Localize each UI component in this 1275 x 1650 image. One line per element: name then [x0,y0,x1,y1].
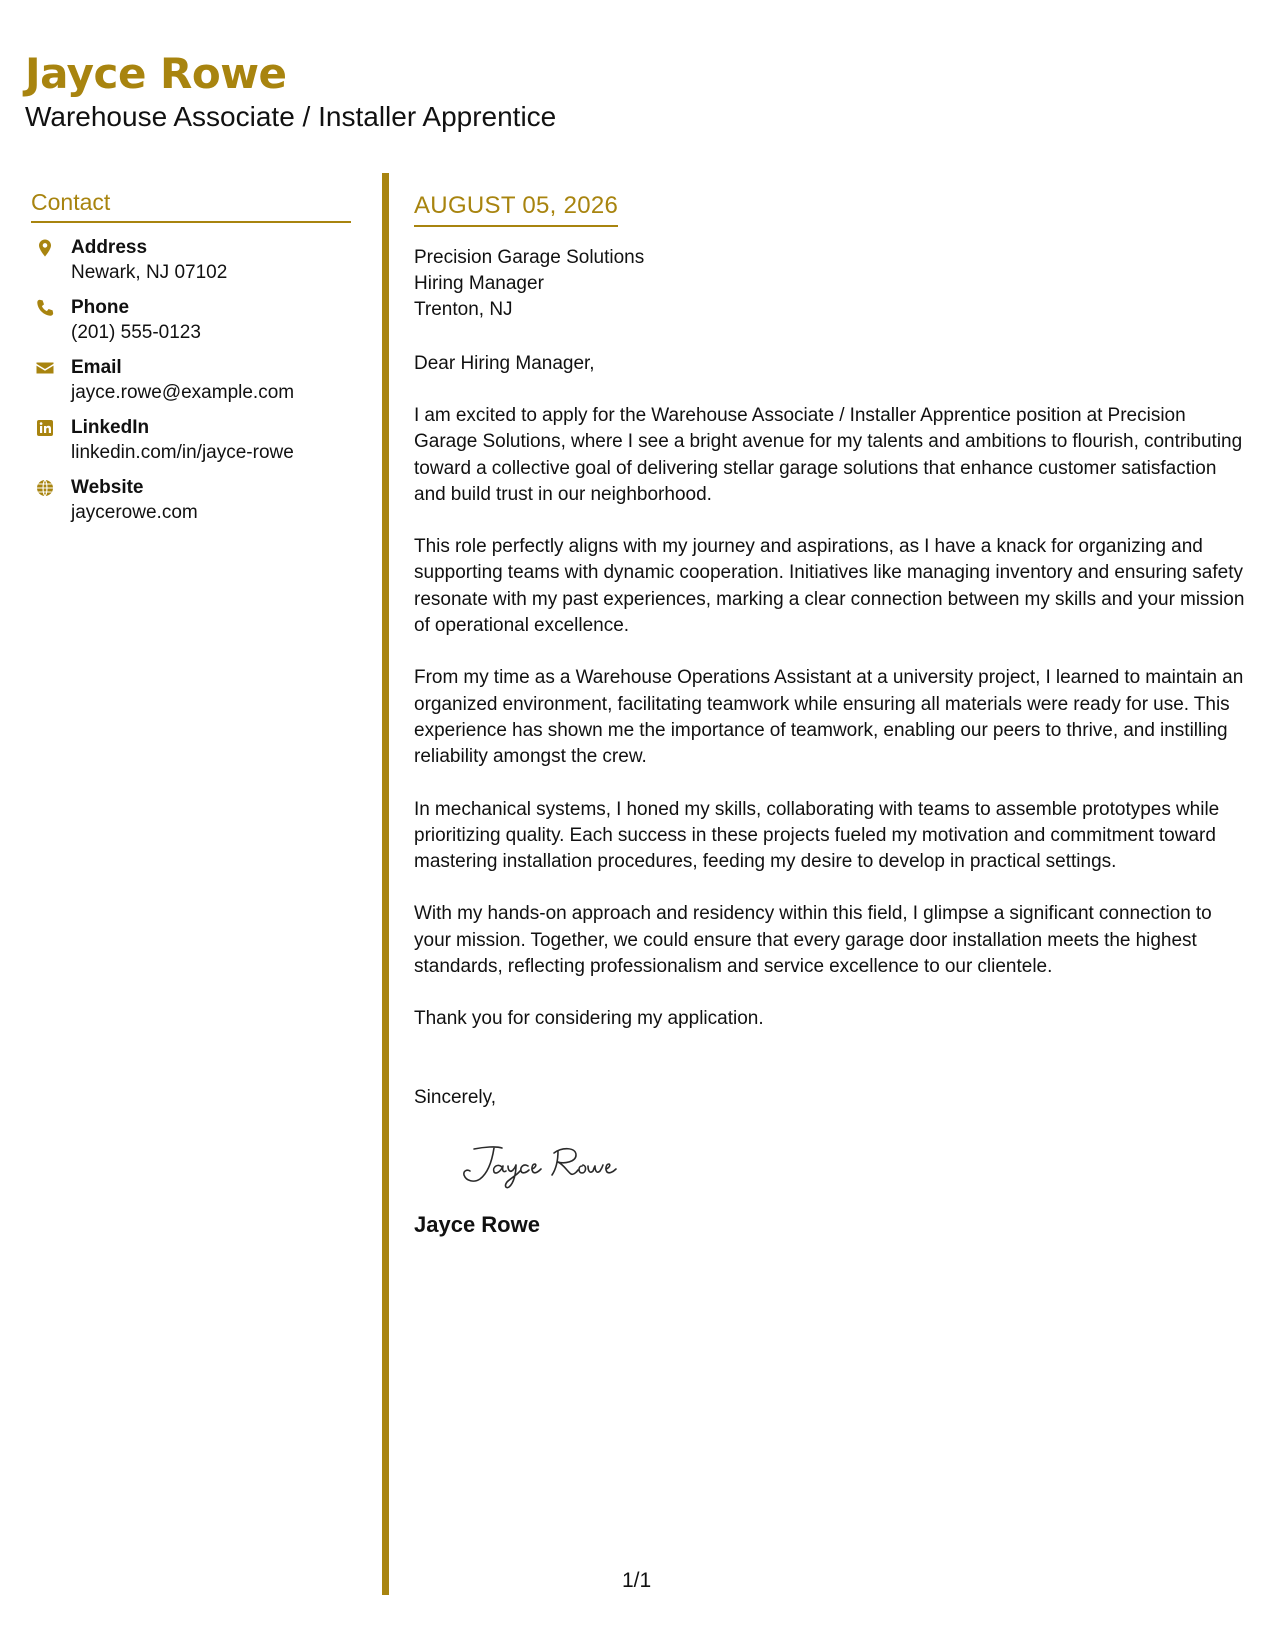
contact-label-phone: Phone [71,297,130,318]
linkedin-icon [35,418,55,438]
paragraph-mission: With my hands-on approach and residency within this field, I glimpse a significant connection to your mission. Together, we could ensure that every garage door installation meets the highest standards, reflecting professionalism and service excellence to our clientele. [414,903,1212,978]
contact-label-email: Email [71,357,122,378]
paragraph-intro: I am excited to apply for the Warehouse Associate / Installer Apprentice position at Precision Garage Solutions, where I see a bright avenue for my talents and ambitions to flourish, contributing toward a collective goal of delivering stellar garage solutions that enhance customer satisfaction and build trust in our neighborhood. [414,405,1243,505]
contact-value-address: Newark, NJ 07102 [71,262,228,283]
applicant-name: Jayce Rowe [25,49,287,98]
vertical-divider [382,173,389,1595]
contact-item-address [31,235,351,285]
signer-name: Jayce Rowe [414,1211,540,1237]
envelope-icon [35,358,55,378]
phone-icon [35,298,55,318]
contact-item-website [31,475,351,525]
handwritten-signature [454,1137,634,1193]
recipient-location: Trenton, NJ [414,299,513,320]
contact-item-phone [31,295,351,345]
contact-label-website: Website [71,477,144,498]
letter-body [414,190,1246,1239]
paragraph-alignment: This role perfectly aligns with my journey and aspirations, as I have a knack for organizing and supporting teams with dynamic cooperation. Initiatives like managing inventory and ensuring safety resonate with my past experiences, marking a clear connection between my skills and your mission of operational excellence. [414,536,1245,637]
contact-heading: Contact [31,188,351,223]
contact-value-phone[interactable]: (201) 555-0123 [71,322,201,343]
contact-item-email [31,355,351,405]
closing: Sincerely, [414,1086,497,1108]
contact-value-website[interactable]: jaycerowe.com [71,502,198,523]
paragraph-thanks: Thank you for considering my application. [414,1008,764,1030]
contact-sidebar [31,188,351,535]
recipient-company: Precision Garage Solutions [414,247,645,268]
contact-label-linkedin: LinkedIn [71,417,150,438]
contact-label-address: Address [71,237,148,258]
recipient-block [414,245,1246,323]
contact-value-linkedin[interactable]: linkedin.com/in/jayce-rowe [71,442,294,463]
recipient-title: Hiring Manager [414,273,544,294]
job-title: Warehouse Associate / Installer Apprentice [25,101,557,132]
map-pin-icon [35,238,55,258]
paragraph-experience: From my time as a Warehouse Operations Assistant at a university project, I learned to maintain an organized environment, facilitating teamwork while ensuring all materials were ready for use. This experience has shown me the importance of teamwork, enabling our peers to thrive, and instilling reliability amongst the crew. [414,667,1244,768]
salutation: Dear Hiring Manager, [414,353,595,374]
paragraph-skills: In mechanical systems, I honed my skills, collaborating with teams to assemble prototypes while prioritizing quality. Each success in these projects fueled my motivation and commitment toward mastering installation procedures, feeding my desire to develop in practical settings. [414,798,1220,873]
globe-icon [35,478,55,498]
letter-date: AUGUST 05, 2026 [414,190,618,227]
page-number: 1/1 [622,1569,652,1592]
letter-header [25,48,556,134]
contact-value-email[interactable]: jayce.rowe@example.com [71,382,295,403]
contact-item-linkedin [31,415,351,465]
